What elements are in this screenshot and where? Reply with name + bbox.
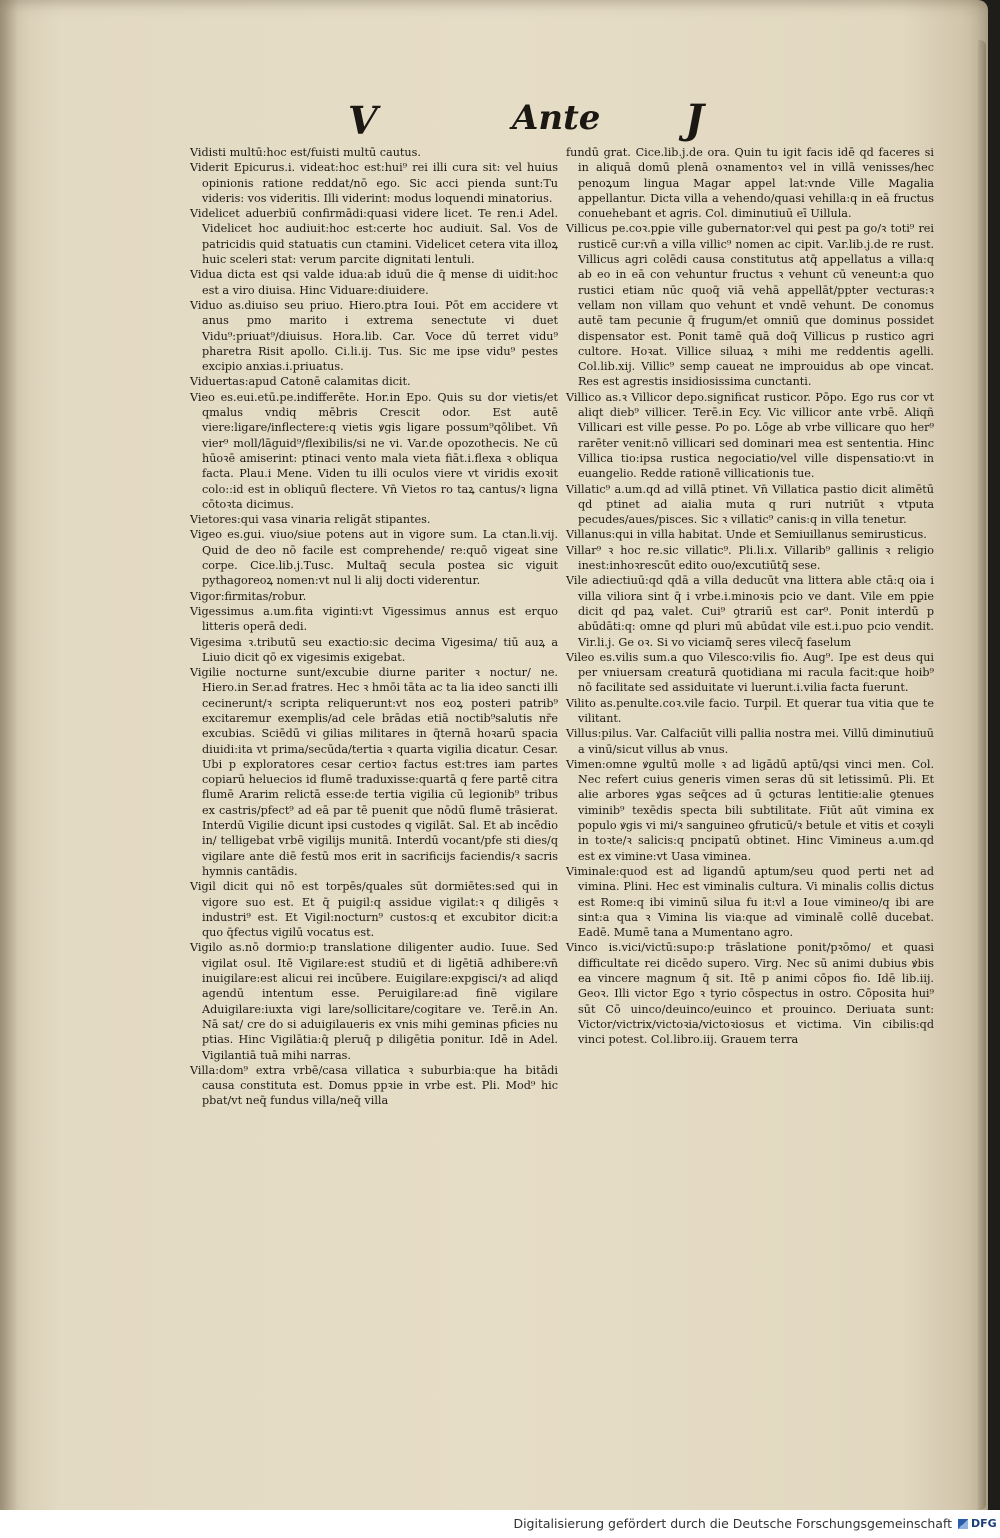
dfg-logo-label: DFG (971, 1517, 997, 1530)
dictionary-entry: Vigeo es.gui. viuo/siue potens aut in vigore sum. La ctan.li.vij. Quid de deo nō facile est comprehende/ re:quō vigeat sine corpe. Cice.lib.j.Tusc. Multaq̄ secula postea sic viguit pythagoreoꝝ nomen:vt nul li alij docti viderentur. (190, 528, 558, 588)
dictionary-entry: Vinco is.vici/victū:supo:p trāslatione ponit/pꝛōmo/ et quasi difficultate rei dicēdo supero. Virg. Nec sū animi dubius ꝟbis ea vincere magnum q̄ sit. Itē p animi cōpos fio. Idē lib.iij. Geoꝛ. Illi victor Ego ꝛ tyrio cōspectus in ostro. Cōposita hui⁹ sūt Cō uinco/deuinco/euinco et prouinco. Deriuata sunt: Victor/victrix/victoꝛia/victoꝛiosus et victima. Vin cibilis:qd vinci potest. Col.libro.iij. Grauem terra (566, 941, 934, 1047)
dictionary-entry: Villatic⁹ a.um.qd ad villā ptinet. Vn̄ Villatica pastio dicit alimētū qd ptinet ad aialia muta q ruri nutriūt ꝛ vtputa pecudes/aues/pisces. Sic ꝛ villatic⁹ canis:q in villa tenetur. (566, 482, 934, 527)
footer-credit: Digitalisierung gefördert durch die Deutsche Forschungsgemeinschaft (513, 1516, 952, 1531)
dictionary-entry: Vileo es.vilis sum.a quo Vilesco:vilis fio. Aug⁹. Ipe est deus qui per vniuersam creaturā quotidiana mi racula facit:que hoib⁹ nō facilitate sed assiduitate vi luerunt.i.vilia facta fuerunt. (566, 650, 934, 695)
dictionary-entry: Vigil dicit qui nō est torpēs/quales sūt dormiētes:sed qui in vigore suo est. Et q̄ puigil:q assidue vigilat:ꝛ q diligēs ꝛ industri⁹ est. Et Vigil:nocturn⁹ custos:q et excubitor dicit:a quo q̄fectus vigilū vocatus est. (190, 880, 558, 940)
dictionary-entry: Videlicet aduerbiū confirmādi:quasi videre licet. Te ren.i Adel. Videlicet hoc audiuit:hoc est:certe hoc audiuit. Sal. Vos de patricidis quid statuatis cun ctamini. Videlicet cetera vita illoꝝ huic sceleri stat: verum parcite dignitati lentuli. (190, 207, 558, 267)
dictionary-entry: Villar⁹ ꝛ hoc re.sic villatic⁹. Pli.li.x. Villarib⁹ gallinis ꝛ religio inest:inhoꝛrescūt edito ouo/excutiūtq̄ sese. (566, 543, 934, 573)
dictionary-entry: Vidisti multū:hoc est/fuisti multū cautus. (190, 146, 421, 159)
dictionary-entry: Viminale:quod est ad ligandū aptum/seu quod perti net ad vimina. Plini. Hec est viminalis cultura. Vi minalis collis dictus est Rome:q ibi viminū silua fu it:vl a Ioue vimineo/q ibi are sint:a qua ꝛ Vimina lis via:que ad viminalē collē ducebat. Eadē. Mumē tana a Mumentano agro. (566, 864, 934, 940)
dictionary-entry: Villanus:qui in villa habitat. Unde et Semiuillanus semirusticus. (566, 528, 927, 542)
dictionary-entry: Villa:dom⁹ extra vrbē/casa villatica ꝛ suburbia:que ha bitādi causa constituta est. Domus ppꝛie in vrbe est. Pli. Mod⁹ hic pbat/vt neq̄ fundus villa/neq̄ villa (190, 1063, 558, 1108)
digitization-footer (0, 1510, 1000, 1538)
dictionary-entry: Vigessimus a.um.fita viginti:vt Vigessimus annus est erquo litteris operā dedi. (190, 604, 558, 634)
dictionary-entry: Viderit Epicurus.i. videat:hoc est:hui⁹ rei illi cura sit: vel huius opinionis ratione reddat/nō ego. Sic acci pienda sunt:Tu videris: vos videritis. Illi viderint: modus loquendi minatorius. (190, 161, 558, 205)
right-column (566, 145, 934, 1048)
header-word: Ante (512, 98, 601, 138)
dictionary-entry: Viduo as.diuiso seu priuo. Hiero.ptra Ioui. Pōt em accidere vt anus pmo marito i extrema senectute vi duet Vidu⁹:priuat⁹/diuisus. Hora.lib. Car. Voce dū terret vidu⁹ pharetra Risit apollo. Ci.li.ij. Tus. Sic me ipse vidu⁹ pestes excipio anxias.i.priuatus. (190, 298, 558, 374)
dfg-logo (958, 1516, 997, 1532)
dictionary-entry: fundū grat. Cice.lib.j.de ora. Quin tu igit facis idē qd faceres si in aliquā domū plenā oꝛnamentoꝛ vel in villā venisses/hec penoꝝum lingua Magar appel lat:vnde Ville Magalia appellantur. Dicta villa a vehendo/quasi vehilla:q in eā fructus conuehebant et agris. Col. diminutiuū eī Uillula. (566, 146, 934, 221)
dictionary-entry: Vigesima ꝛ.tributū seu exactio:sic decima Vigesima/ tiū auꝝ a Liuio dicit qō ex vigesimis exigebat. (190, 635, 558, 664)
header-letter-right: J (685, 96, 704, 143)
left-column (190, 145, 558, 1109)
dictionary-entry: Vietores:qui vasa vinaria religāt stipantes. (190, 513, 431, 527)
dictionary-entry: Vieo es.eui.etū.pe.indifferēte. Hor.in Epo. Quis su dor vietis/et qmalus vndiq mēbris Crescit odor. Est autē viere:ligare/inflectere:q vietis ꝟgis ligare possum⁹qōlibet. Vn̄ vier⁹ moll/lāguid⁹/flexibilis/si ne vi. Var.de opozothecis. Ne cū hūoꝛē amiserint: ptinaci vento mala vieta fiāt.i.flexa ꝛ obliqua facta. Plau.i Mene. Viden tu illi oculos viere vt viridis exoꝛit colo::id est in obliquū flectere. Vn̄ Vietos ro taꝝ cantus/ꝛ ligna cōtoꝛta dicimus. (190, 390, 558, 511)
dictionary-entry: Vigilo as.nō dormio:p translatione diligenter audio. Iuue. Sed vigilat osul. Itē Vigilare:est studiū et di ligētiā adhibere:vn̄ inuigilare:est alicui rei incūbere. Euigilare:expgisci/ꝛ ad aliqd agendū intentum esse. Peruigilare:ad finē vigilare Aduigilare:iuxta vigi lare/sollicitare/cogitare ve. Terē.in An. Nā sat/ cre do si aduigilaueris ex vnis mihi geminas pficies nu ptias. Hinc Vigilātia:q̄ pleruq̄ p diligētia ponitur. Idē in Adel. Vigilantiā tuā mihi narras. (190, 941, 558, 1062)
dictionary-entry: Villico as.ꝛ Villicor depo.significat rusticor. Pōpo. Ego rus cor vt aliqt dieb⁹ villicer. Terē.in Ecy. Vic villicor ante vrbē. Aliqñ Villicari est ville ꝑesse. Po po. Lōge ab vrbe villicare quo her⁹ rarēter venit:nō villicari sed dominari mea est sententia. Hinc Villica tio:ipsa rustica negociatio/vel ville dispensatio:vt in euangelio. Redde rationē villicationis tue. (566, 390, 934, 481)
dictionary-entry: Villus:pilus. Var. Calfaciūt villi pallia nostra mei. Villū diminutiuū a vinū/sicut villus ab vnus. (566, 727, 934, 756)
header-letter-left: V (348, 98, 378, 143)
dictionary-entry: Vilito as.penulte.coꝛ.vile facio. Turpil. Et querar tua vitia que te vilitant. (566, 696, 934, 725)
dictionary-entry: Vimen:omne ꝟgultū molle ꝛ ad ligādū aptū/qsi vinci men. Col. Nec refert cuius generis vimen seras dū sit letissimū. Pli. Et alie arbores ꝟgas seq̄ces ad ū ꝯcturas lentitie:alie ꝯtenues viminib⁹ texēdis specta bili subtilitate. Fiūt aūt vimina ex populo ꝟgis vi mi/ꝛ sanguineo ꝯfruticū/ꝛ betule et vitis et coꝛyli in toꝛte/ꝛ salicis:q pncipatū obtinet. Hinc Vimineus a.um.qd est ex vimine:vt Uasa viminea. (566, 757, 934, 863)
dictionary-entry: Vigilie nocturne sunt/excubie diurne pariter ꝛ noctur/ ne. Hiero.in Ser.ad fratres. Hec ꝛ hmōi tāta ac ta lia ideo sancti illi cecinerunt/ꝛ scripta reliquerunt:vt nos eoꝝ posteri patrib⁹ excitaremur exemplis/ad cele brādas etiā noctib⁹salutis nr̄e excubias. Sciēdū vi gilias militares in q̄ternā hoꝛarū spacia diuidi:ita vt prima/secūda/tertia ꝛ quarta vigilia dicatur. Cesar. Ubi p exploratores cesar certioꝛ factus est:tres iam partes copiarū heluecios id flumē traduxisse:quartā q fere partē citra flumē Ararim relictā esse:de tertia vigilia cū legionib⁹ tribus ex castris/pfect⁹ ad eā par tē puenit que nōdū flumē trāsierat. Interdū Vigilie dicunt ipsi custodes q vigilāt. Sal. Et ab incēdio in/ telligebat vrbē vigilijs munitā. Interdū vocant/pfe sti dies/q vigilare ante diē festū mos erit in sacrificijs faciendis/ꝛ sacris hymnis cantādis. (190, 666, 558, 878)
running-header (340, 96, 940, 146)
dictionary-entry: Vile adiectiuū:qd qdā a villa deducūt vna littera able ctā:q oia i villa viliora sint q̄ i vrbe.i.minoꝛis pcio ve dant. Vile em pꝑie dicit qd paꝝ valet. Cui⁹ ꝯtrariū est car⁹. Ponit interdū p abūdāti:q: omne qd pluri mū abūdat vile est.i.puo pcio vendit. Vir.li.j. Ge oꝛ. Si vo viciamq̄ seres vilecq̄ faselum (566, 574, 934, 649)
dictionary-entry: Vigor:firmitas/robur. (190, 589, 307, 603)
dfg-logo-icon (958, 1519, 968, 1529)
dictionary-entry: Viduertas:apud Catonē calamitas dicit. (190, 375, 411, 389)
dictionary-entry: Vidua dicta est qsi valde idua:ab iduū die q̄ mense di uidit:hoc est a viro diuisa. Hinc Viduare:diuidere. (190, 268, 558, 297)
page-edge (978, 40, 986, 1510)
dictionary-entry: Villicus pe.coꝛ.pꝑie ville gubernator:vel qui ꝑest pa go/ꝛ toti⁹ rei rusticē cur:vn̄ a villa villic⁹ nomen ac cipit. Var.lib.j.de re rust. Villicus agri colēdi causa constitutus atq̄ appellatus a villa:q ab eo in eā con vehuntur fructus ꝛ vehunt cū veneunt:a quo rustici etiam nūc quoq̄ viā vehā appellāt/ppter vecturas:ꝛ vellam non villam quo vehunt et vndē vehunt. De conomus autē tam pecunie q̄ frugum/et omniū que dominus possidet dispensator est. Ponit tamē quā doq̄ Villicus p rustico agri cultore. Hoꝛat. Villice siluaꝝ ꝛ mihi me reddentis agelli. Col.lib.xij. Villic⁹ semp caueat ne improuidus ab ope vincat. Res est agrestis insidiosissima cunctanti. (566, 222, 934, 389)
